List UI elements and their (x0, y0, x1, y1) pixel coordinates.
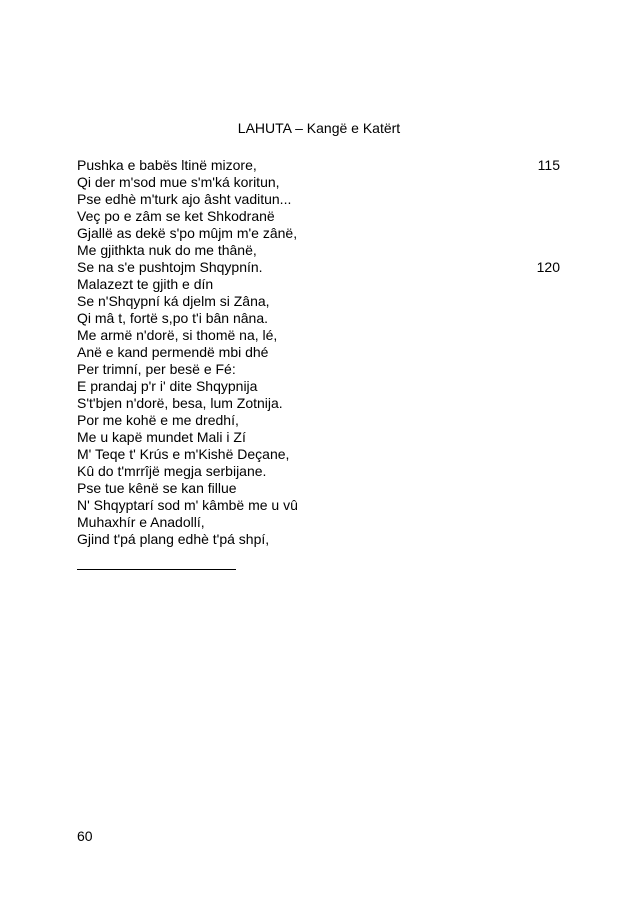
poem-line: S't'bjen n'dorë, besa, lum Zotnija. (77, 395, 283, 411)
poem-line: Per trimní, per besë e Fé: (77, 361, 236, 377)
poem-line: Pse tue kênë se kan fillue (77, 480, 237, 496)
poem-line: Veç po e zâm se ket Shkodranë (77, 208, 275, 224)
poem-line: Malazezt te gjith e dín (77, 276, 214, 292)
line-number-115: 115 (537, 157, 560, 173)
poem-line: N' Shqyptarí sod m' kâmbë me u vû (77, 497, 298, 513)
poem-line: Pse edhè m'turk ajo âsht vaditun... (77, 191, 292, 207)
poem-line: Kû do t'mrrîjë megja serbijane. (77, 463, 267, 479)
poem-line: Anë e kand permendë mbi dhé (77, 344, 269, 360)
poem-line: Se n'Shqypní ká djelm si Zâna, (77, 293, 270, 309)
chapter-title: LAHUTA – Kangë e Katërt (237, 120, 401, 136)
poem-line: Qi der m'sod mue s'm'ká koritun, (77, 174, 280, 190)
poem-line: Muhaxhír e Anadollí, (77, 514, 205, 530)
footnote-separator (77, 569, 236, 570)
poem-line: Me armë n'dorë, si thomë na, lé, (77, 327, 278, 343)
poem-line: Me u kapë mundet Mali i Zí (77, 429, 246, 445)
poem-line: E prandaj p'r i' dite Shqypnija (77, 378, 258, 394)
page-number: 60 (77, 828, 93, 844)
poem-line: Se na s'e pushtojm Shqypnín. (77, 259, 263, 275)
poem-line: Qi mâ t, fortë s,po t'i bân nâna. (77, 310, 268, 326)
poem-line: M' Teqe t' Krús e m'Kishë Deçane, (77, 446, 290, 462)
poem-line: Pushka e babës ltinë mizore, (77, 157, 257, 173)
page-header (0, 120, 638, 137)
poem-line: Gjind t'pá plang edhè t'pá shpí, (77, 531, 270, 547)
poem-line: Por me kohë e me dredhí, (77, 412, 239, 428)
poem-body (77, 157, 377, 548)
poem-line: Gjallë as dekë s'po mûjm m'e zânë, (77, 225, 298, 241)
poem-line: Me gjithkta nuk do me thânë, (77, 242, 257, 258)
line-number-120: 120 (536, 259, 560, 275)
